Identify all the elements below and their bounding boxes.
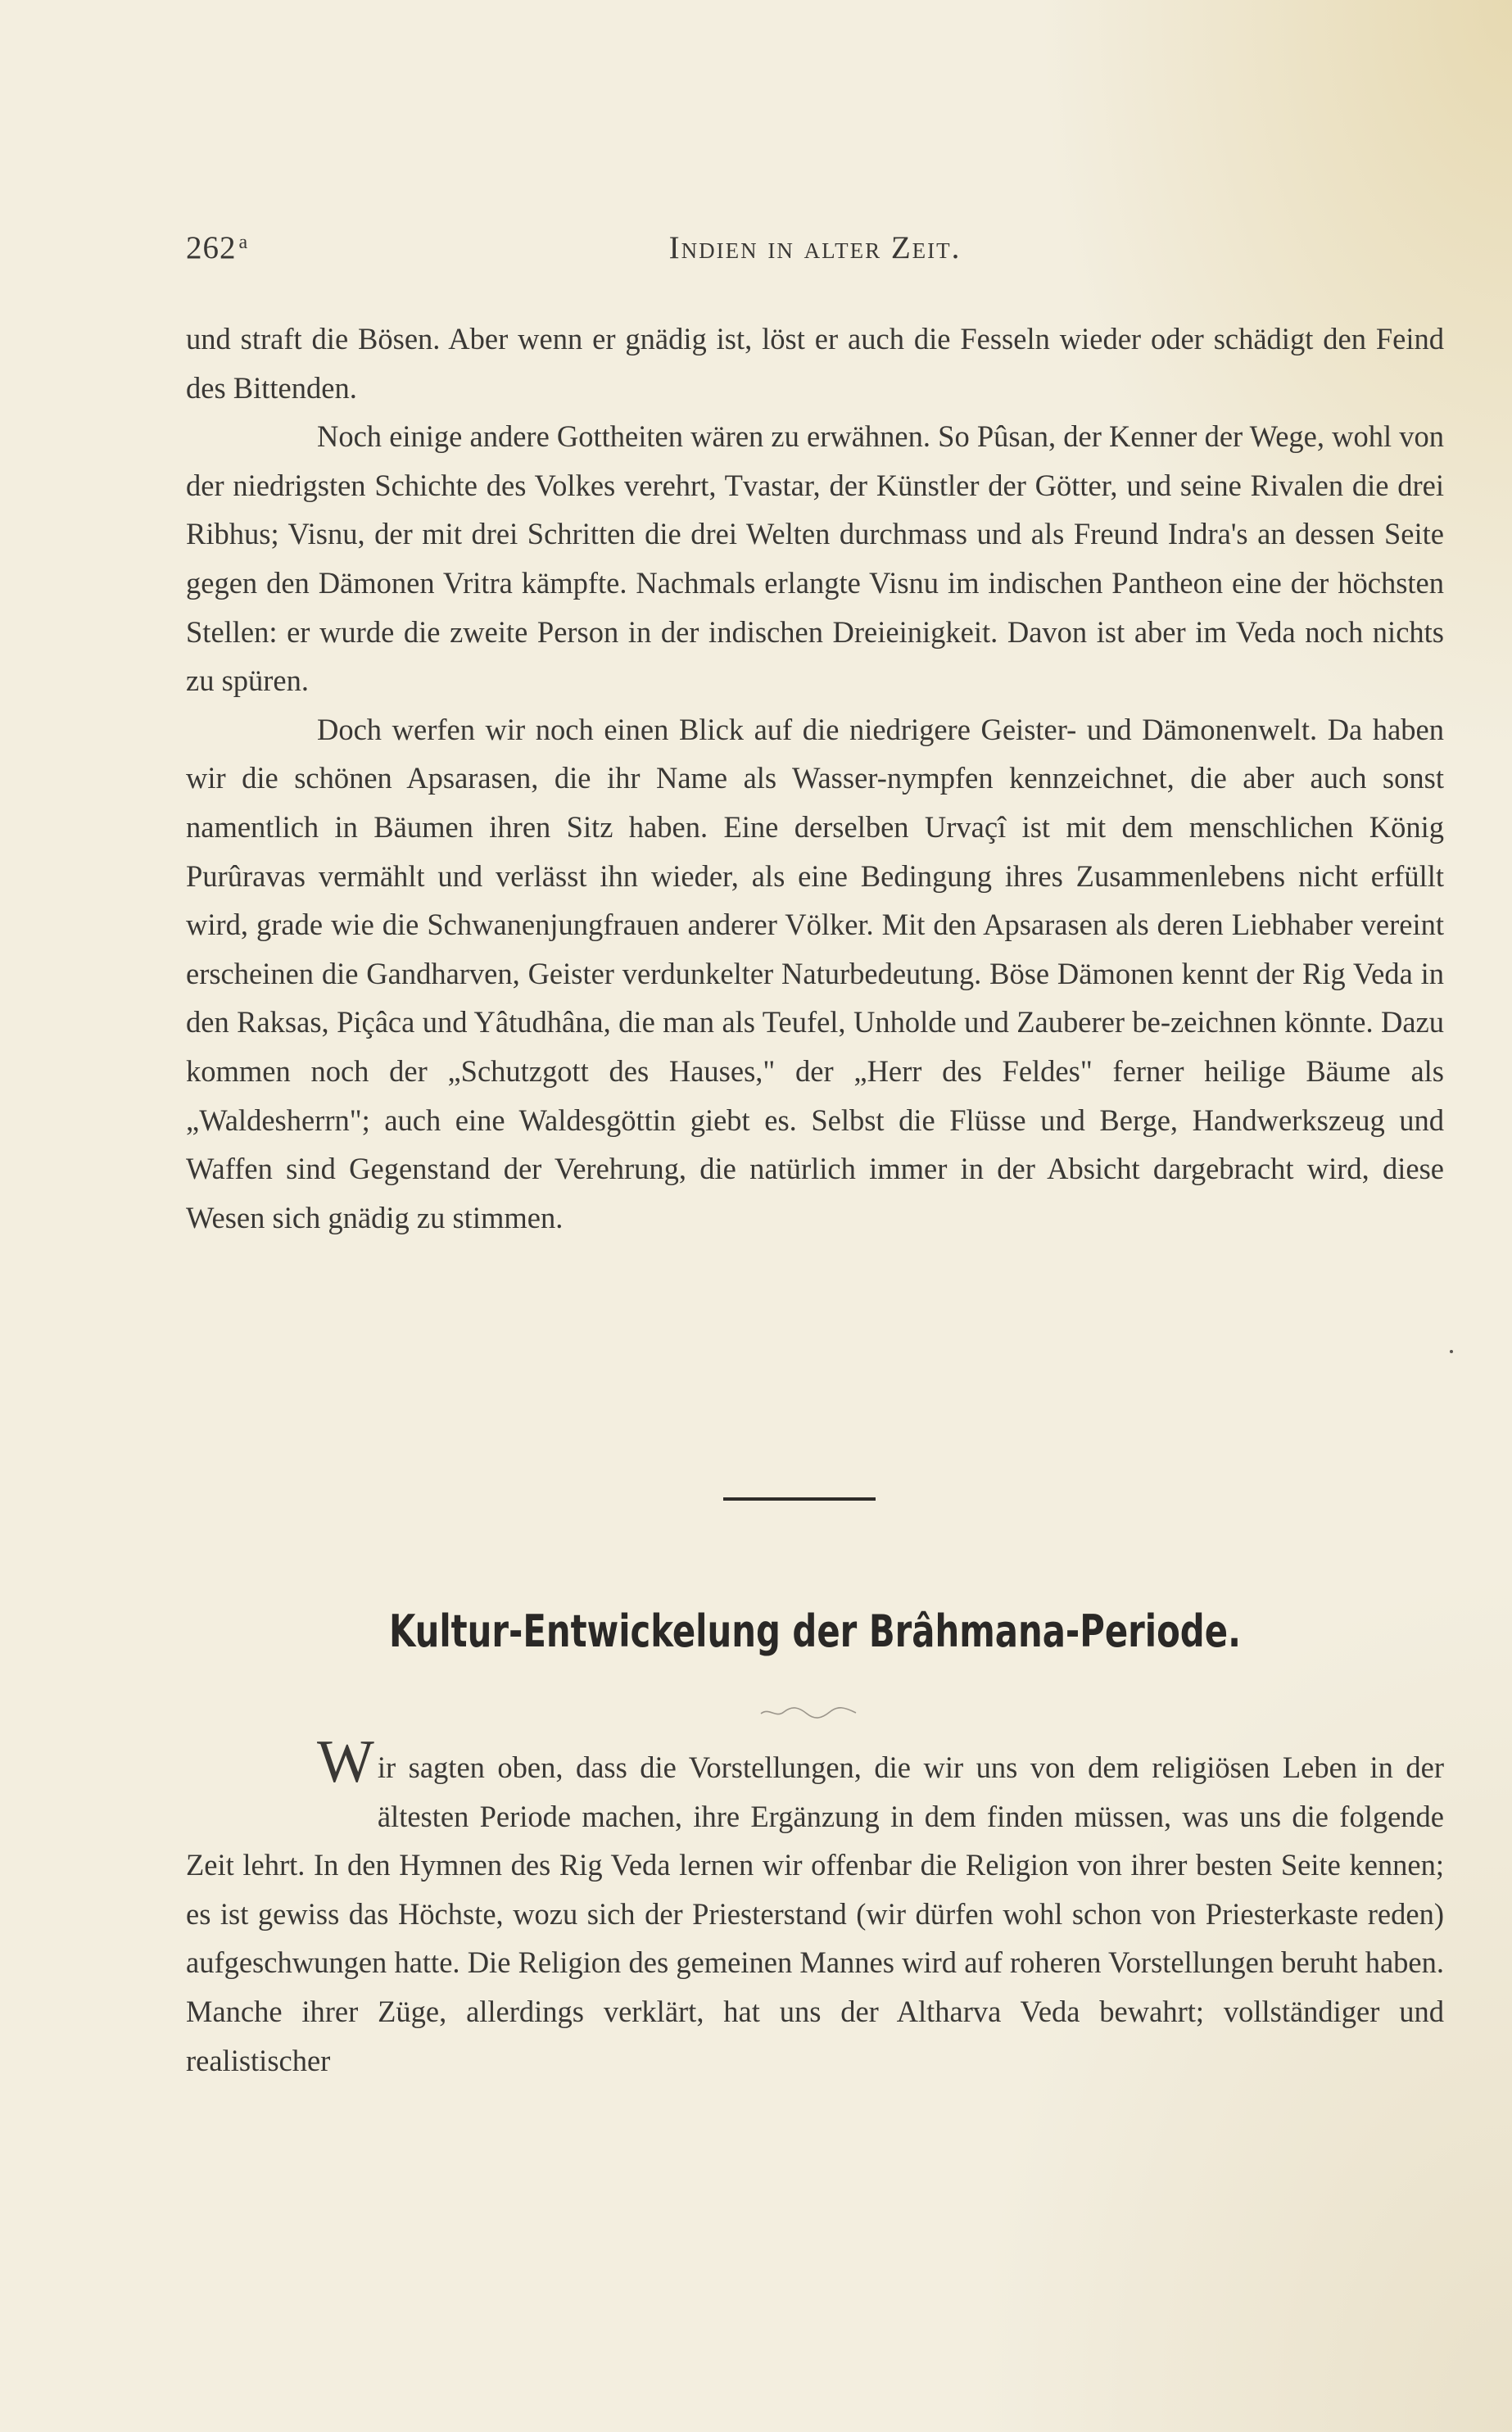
paragraph-1: und straft die Bösen. Aber wenn er gnädig ist, löst er auch die Fesseln wieder oder schädigt den Feind des Bittenden. <box>186 322 1444 405</box>
book-page <box>186 0 1444 2432</box>
swash-ornament-icon <box>759 1704 858 1720</box>
paragraph-3: Doch werfen wir noch einen Blick auf die niedrigere Geister- und Dämonenwelt. Da haben wir die schönen Apsarasen, die ihr Name als Wasser-nympfen kennzeichnet, die aber auch sonst namentlich in Bäumen ihren Sitz haben. Eine derselben Urvaçî ist mit dem menschlichen König Purûravas vermählt und verlässt ihn wieder, als eine Bedingung ihres Zusammenlebens nicht erfüllt wird, grade wie die Schwanenjungfrauen anderer Völker. Mit den Apsarasen als deren Liebhaber vereint erscheinen die Gandharven, Geister verdunkelter Naturbedeutung. Böse Dämonen kennt der Rig Veda in den Raksas, Piçâca und Yâtudhâna, die man als Teufel, Unholde und Zauberer be-zeichnen könnte. Dazu kommen noch der „Schutzgott des Hauses," der „Herr des Feldes" ferner heilige Bäume als „Waldesherrn"; auch eine Waldesgöttin giebt es. Selbst die Flüsse und Berge, Handwerkszeug und Waffen sind Gegenstand der Verehrung, die natürlich immer in der Absicht dargebracht wird, diese Wesen sich gnädig zu stimmen. <box>186 712 1444 1234</box>
running-head <box>186 229 1444 275</box>
paragraph-4-text: ir sagten oben, dass die Vorstellungen, die wir uns von dem religiösen Leben in der ältesten Periode machen, ihre Ergänzung in dem finden müssen, was uns die folgende Zeit lehrt. In den Hymnen des Rig Veda lernen wir offenbar die Religion von ihrer besten Seite kennen; es ist gewiss das Höchste, wozu sich der Priesterstand (wir dürfen wohl schon von Priesterkaste reden) aufgeschwungen hatte. Die Religion des gemeinen Mannes wird auf roheren Vorstellungen beruht haben. Manche ihrer Züge, allerdings verklärt, hat uns der Altharva Veda bewahrt; vollständiger und realistischer <box>186 1750 1444 2077</box>
page-number: 262 $^a$ <box>186 230 249 265</box>
section-2-body <box>186 1728 1444 2085</box>
drop-cap: W <box>317 1728 374 1796</box>
section-heading: Kultur-Entwickelung der Brâhmana-Periode. <box>389 1605 1241 1657</box>
section-divider-rule <box>723 1497 876 1501</box>
page-number-suffix: a <box>238 232 249 253</box>
paragraph-2: Noch einige andere Gottheiten wären zu erwähnen. So Pûsan, der Kenner der Wege, wohl von der niedrigsten Schichte des Volkes verehrt, Tvastar, der Künstler der Götter, und seine Rivalen die drei Ribhus; Visnu, der mit drei Schritten die drei Welten durchmass und als Freund Indra's an dessen Seite gegen den Dämonen Vritra kämpfte. Nachmals erlangte Visnu im indischen Pantheon eine der höchsten Stellen: er wurde die zweite Person in der indischen Dreieinigkeit. Davon ist aber im Veda noch nichts zu spüren. <box>186 419 1444 698</box>
running-title: Indien in alter Zeit. <box>668 230 962 265</box>
section-1-body <box>186 315 1444 1242</box>
margin-mark <box>1450 1350 1453 1353</box>
paragraph-4 <box>186 1728 1444 2085</box>
